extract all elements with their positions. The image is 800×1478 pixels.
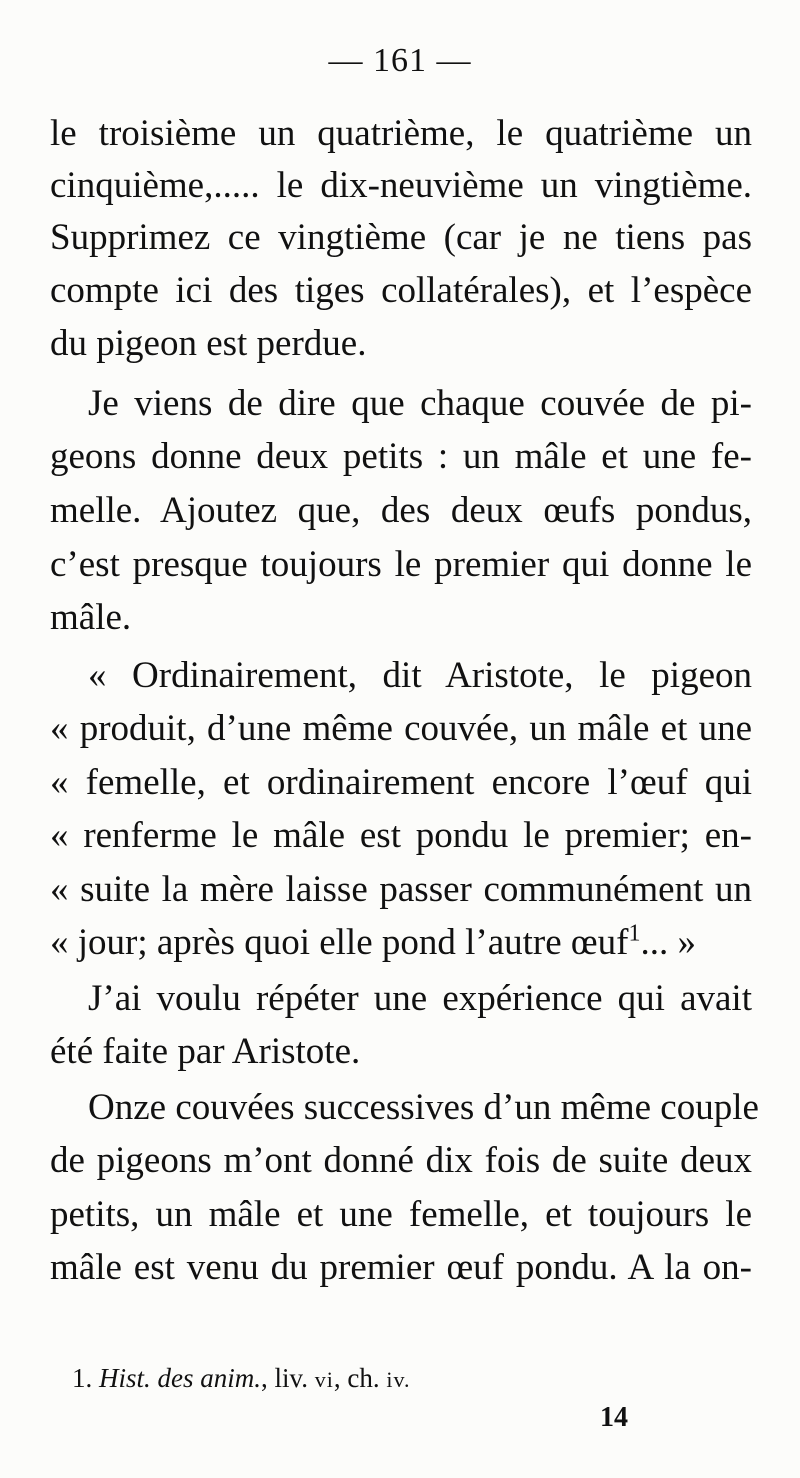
text-line: « suite la mère laisse passer communément un — [50, 869, 752, 910]
footnote-text: , ch. — [333, 1363, 387, 1393]
text-line: melle. Ajoutez que, des deux œufs pondus, — [50, 490, 752, 531]
text-line: J’ai voulu répéter une expérience qui avait — [88, 978, 752, 1019]
text-line: c’est presque toujours le premier qui donne le — [50, 544, 752, 585]
footnote-marker: 1 — [628, 920, 641, 947]
text-line: de pigeons m’ont donné dix fois de suite deux — [50, 1140, 752, 1181]
quote-close: ... » — [640, 922, 696, 963]
text-line: « renferme le mâle est pondu le premier; en- — [50, 815, 752, 856]
footnote-book: vi — [314, 1367, 334, 1392]
text-line: mâle est venu du premier œuf pondu. A la on- — [50, 1247, 752, 1288]
text-line-content: « jour; après quoi elle pond l’autre œuf — [50, 922, 629, 963]
page-number: — 161 — — [328, 42, 472, 79]
text-line — [50, 919, 752, 967]
footnote-text: , liv. — [261, 1363, 315, 1393]
text-line: cinquième,..... le dix-neuvième un vingtième. — [50, 165, 752, 206]
text-line: Onze couvées successives d’un même couple — [88, 1087, 759, 1128]
footnote-chapter: iv. — [386, 1367, 411, 1392]
text-line: Supprimez ce vingtième (car je ne tiens pas — [50, 217, 752, 258]
footnote-title: Hist. des anim. — [99, 1363, 261, 1393]
text-line: du pigeon est perdue. — [50, 323, 367, 364]
text-line: « produit, d’une même couvée, un mâle et une — [50, 708, 752, 749]
text-line: le troisième un quatrième, le quatrième un — [50, 113, 752, 154]
signature-mark: 14 — [600, 1402, 628, 1433]
text-line: geons donne deux petits : un mâle et une fe- — [50, 436, 752, 477]
footnote — [72, 1360, 411, 1398]
footnote-number: 1. — [72, 1363, 93, 1393]
text-line: « femelle, et ordinairement encore l’œuf qui — [50, 762, 752, 803]
text-line: compte ici des tiges collatérales), et l’espèce — [50, 270, 752, 311]
text-line: mâle. — [50, 597, 132, 638]
text-line: « Ordinairement, dit Aristote, le pigeon — [88, 655, 752, 696]
text-line: été faite par Aristote. — [50, 1031, 361, 1072]
text-line: petits, un mâle et une femelle, et toujours le — [50, 1194, 752, 1235]
text-line: Je viens de dire que chaque couvée de pi- — [88, 383, 752, 424]
